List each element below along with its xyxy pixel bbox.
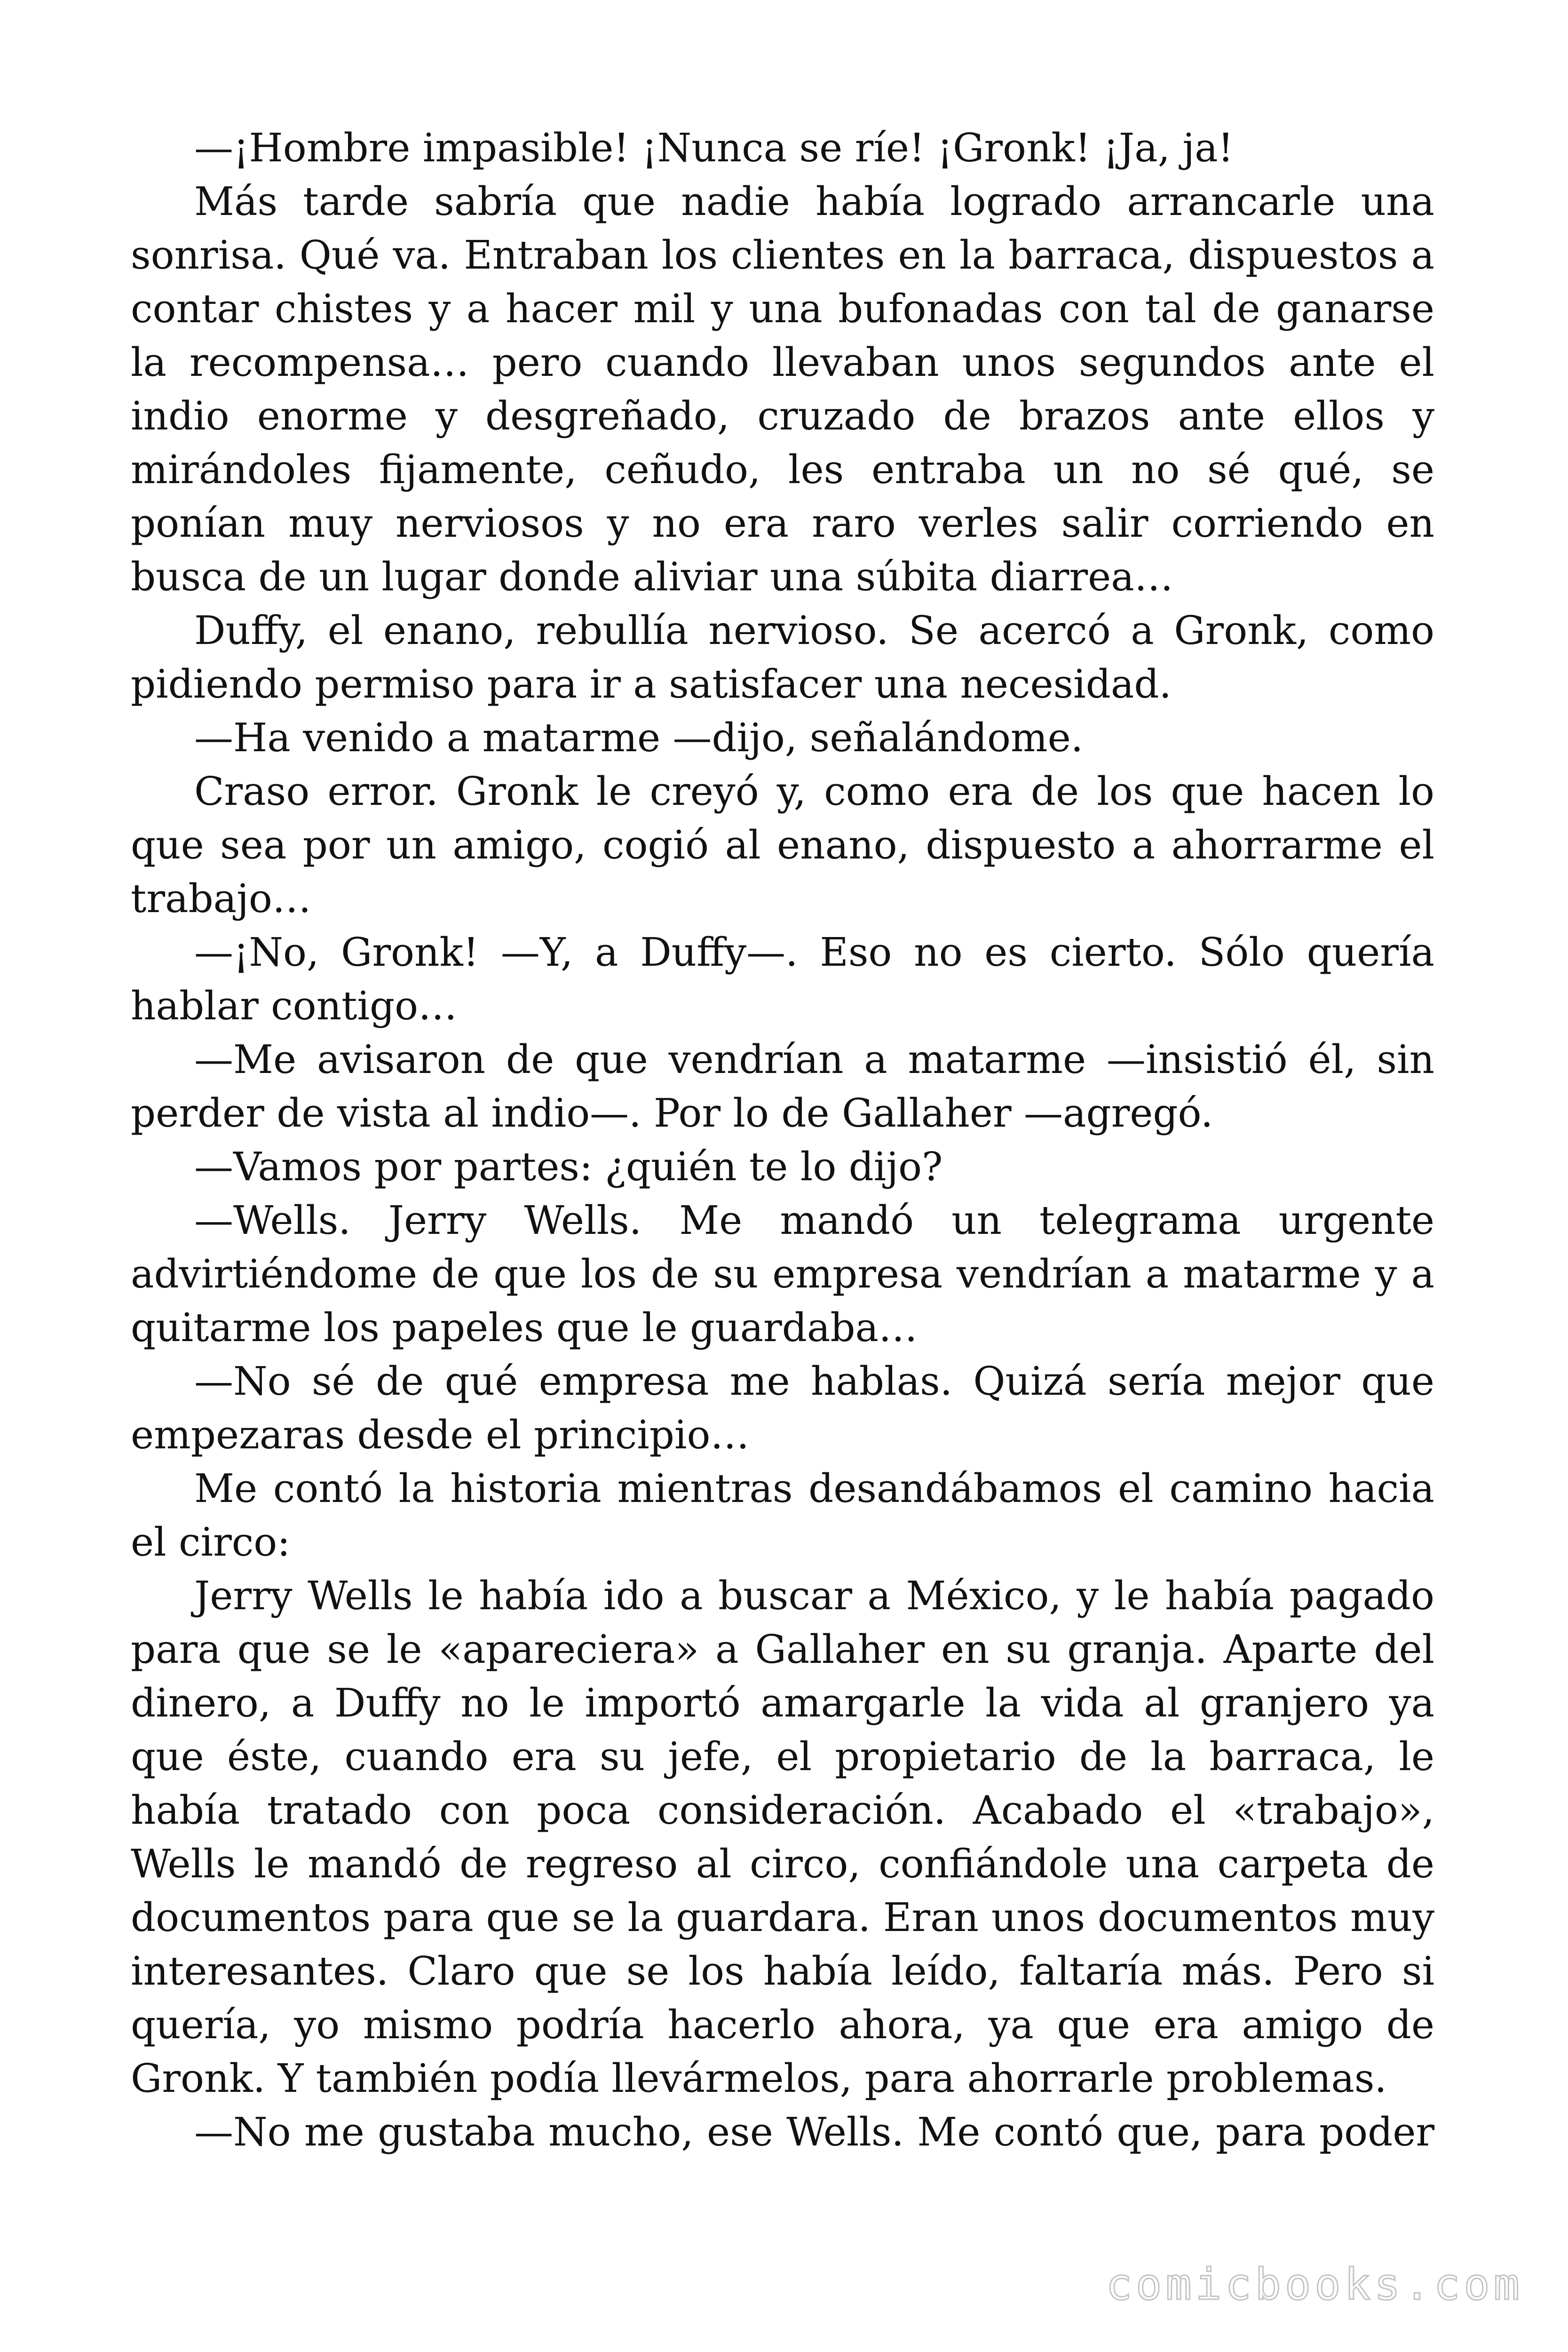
paragraph-last: —No me gustaba mucho, ese Wells. Me contó que, para poder: [194, 2109, 1434, 2155]
paragraph: —Wells. Jerry Wells. Me mandó un telegrama urgente advirtiéndome de que los de su empresa vendrían a matarme y a quitarme los papeles que le guardaba…: [131, 1198, 1434, 1351]
page-body: [131, 121, 1434, 2159]
paragraph: —Me avisaron de que vendrían a matarme —insistió él, sin perder de vista al indio—. Por lo de Gallaher —agregó.: [131, 1037, 1434, 1136]
paragraph: Jerry Wells le había ido a buscar a México, y le había pagado para que se le «apareciera» a Gallaher en su granja. Aparte del dinero, a Duffy no le importó amargarle la vida al granjero ya que éste, cuando era su jefe, el propietario de la barraca, le había tratado con poca consideración. Acabado el «trabajo», Wells le mandó de regreso al circo, confiándole una carpeta de documentos para que se la guardara. Eran unos documentos muy interesantes. Claro que se los había leído, faltaría más. Pero si quería, yo mismo podría hacerlo ahora, ya que era amigo de Gronk. Y también podía llevármelos, para ahorrarle problemas.: [131, 1573, 1434, 2101]
paragraph: —¡No, Gronk! —Y, a Duffy—. Eso no es cierto. Sólo quería hablar contigo…: [131, 930, 1434, 1029]
paragraph: Me contó la historia mientras desandábamos el camino hacia el circo:: [131, 1466, 1434, 1565]
paragraph: —Vamos por partes: ¿quién te lo dijo?: [194, 1144, 943, 1190]
watermark: comicbooks.com: [1106, 2259, 1523, 2310]
paragraph: Craso error. Gronk le creyó y, como era de los que hacen lo que sea por un amigo, cogió al enano, dispuesto a ahorrarme el trabajo…: [131, 769, 1434, 922]
paragraph: Duffy, el enano, rebullía nervioso. Se acercó a Gronk, como pidiendo permiso para ir a satisfacer una necesidad.: [131, 608, 1434, 707]
paragraph: Más tarde sabría que nadie había logrado arrancarle una sonrisa. Qué va. Entraban los clientes en la barraca, dispuestos a contar chistes y a hacer mil y una bufonadas con tal de ganarse la recompensa… pero cuando llevaban unos segundos ante el indio enorme y desgreñado, cruzado de brazos ante ellos y mirándoles fijamente, ceñudo, les entraba un no sé qué, se ponían muy nerviosos y no era raro verles salir corriendo en busca de un lugar donde aliviar una súbita diarrea…: [131, 179, 1434, 600]
paragraph: —No sé de qué empresa me hablas. Quizá sería mejor que empezaras desde el principio…: [131, 1359, 1434, 1458]
paragraph: —¡Hombre impasible! ¡Nunca se ríe! ¡Gronk! ¡Ja, ja!: [194, 125, 1234, 171]
paragraph: —Ha venido a matarme —dijo, señalándome.: [194, 715, 1084, 761]
